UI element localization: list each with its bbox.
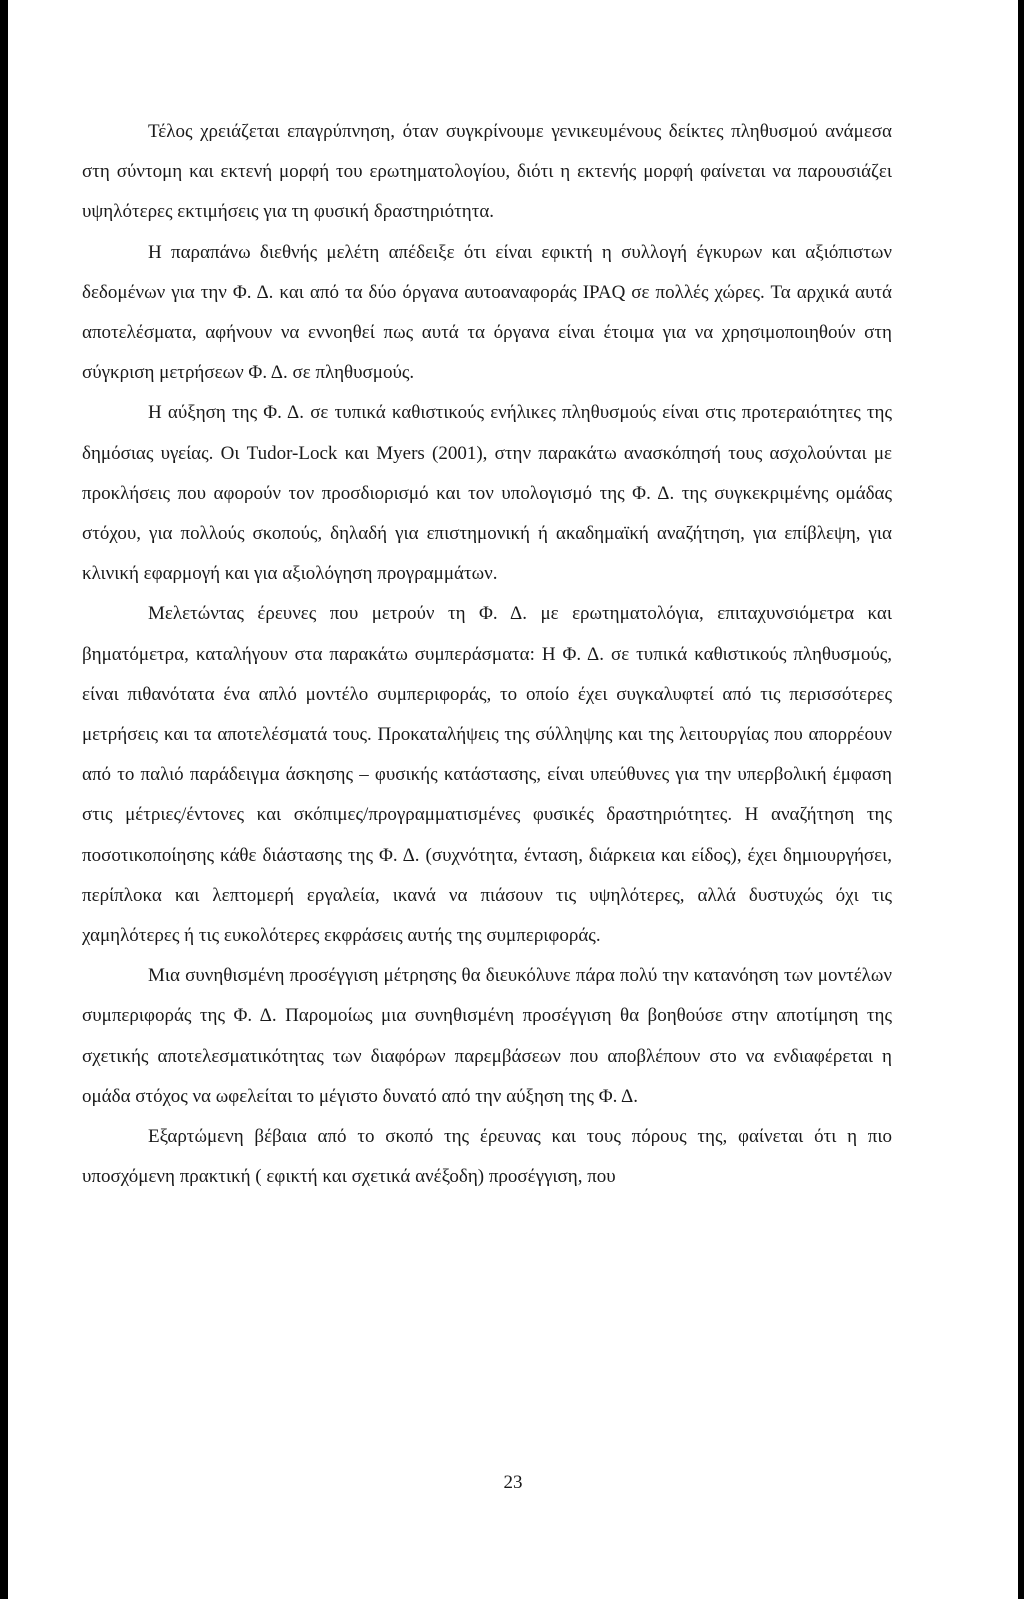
- paragraph-1: Τέλος χρειάζεται επαγρύπνηση, όταν συγκρίνουμε γενικευμένους δείκτες πληθυσμού ανάμεσα στη σύντομη και εκτενή μορφή του ερωτηματολογίου, διότι η εκτενής μορφή φαίνεται να παρουσιάζει υψηλότερες εκτιμήσεις για τη φυσική δραστηριότητα.: [82, 121, 892, 223]
- paragraph-6: Εξαρτώμενη βέβαια από το σκοπό της έρευνας και τους πόρους της, φαίνεται ότι η πιο υποσχόμενη πρακτική ( εφικτή και σχετικά ανέξοδη) προσέγγιση, που: [82, 1126, 892, 1188]
- paragraph-2: Η παραπάνω διεθνής μελέτη απέδειξε ότι είναι εφικτή η συλλογή έγκυρων και αξιόπιστων δεδομένων για την Φ. Δ. και από τα δύο όργανα αυτοαναφοράς IPAQ σε πολλές χώρες. Τα αρχικά αυτά αποτελέσματα, αφήνουν να εννοηθεί πως αυτά τα όργανα είναι έτοιμα για να χρησιμοποιηθούν στη σύγκριση μετρήσεων Φ. Δ. σε πληθυσμούς.: [82, 241, 892, 384]
- paragraph-3: Η αύξηση της Φ. Δ. σε τυπικά καθιστικούς ενήλικες πληθυσμούς είναι στις προτεραιότητες της δημόσιας υγείας. Οι Tudor-Lock και Myers (2001), στην παρακάτω ανασκόπησή τους ασχολούνται με προκλήσεις που αφορούν τον προσδιορισμό και τον υπολογισμό της Φ. Δ. της συγκεκριμένης ομάδας στόχου, για πολλούς σκοπούς, δηλαδή για επιστημονική ή ακαδημαϊκή αναζήτηση, για επίβλεψη, για κλινική εφαρμογή και για αξιολόγηση προγραμμάτων.: [82, 402, 892, 585]
- page-number: 23: [503, 1472, 523, 1493]
- paragraph-5: Μια συνηθισμένη προσέγγιση μέτρησης θα διευκόλυνε πάρα πολύ την κατανόηση των μοντέλων συμπεριφοράς της Φ. Δ. Παρομοίως μια συνηθισμένη προσέγγιση θα βοηθούσε στην αποτίμηση της σχετικής αποτελεσματικότητας των διαφόρων παρεμβάσεων που αποβλέπουν στο να ενδιαφέρεται η ομάδα στόχος να ωφελείται το μέγιστο δυνατό από την αύξηση της Φ. Δ.: [82, 965, 892, 1107]
- body-text: [82, 112, 892, 1197]
- paragraph-4: Μελετώντας έρευνες που μετρούν τη Φ. Δ. με ερωτηματολόγια, επιταχυνσιόμετρα και βηματόμετρα, καταλήγουν στα παρακάτω συμπεράσματα: Η Φ. Δ. σε τυπικά καθιστικούς πληθυσμούς, είναι πιθανότατα ένα απλό μοντέλο συμπεριφοράς, το οποίο έχει συγκαλυφτεί από τις περισσότερες μετρήσεις και τα αποτελέσματά τους. Προκαταλήψεις της σύλληψης και της λειτουργίας που απορρέουν από το παλιό παράδειγμα άσκησης – φυσικής κατάστασης, είναι υπεύθυνες για την υπερβολική έμφαση στις μέτριες/έντονες και σκόπιμες/προγραμματισμένες φυσικές δραστηριότητες. Η αναζήτηση της ποσοτικοποίησης κάθε διάστασης της Φ. Δ. (συχνότητα, ένταση, διάρκεια και είδος), έχει δημιουργήσει, περίπλοκα και λεπτομερή εργαλεία, ικανά να πιάσουν τις υψηλότερες, αλλά δυστυχώς όχι τις χαμηλότερες ή τις ευκολότερες εκφράσεις αυτής της συμπεριφοράς.: [82, 603, 892, 947]
